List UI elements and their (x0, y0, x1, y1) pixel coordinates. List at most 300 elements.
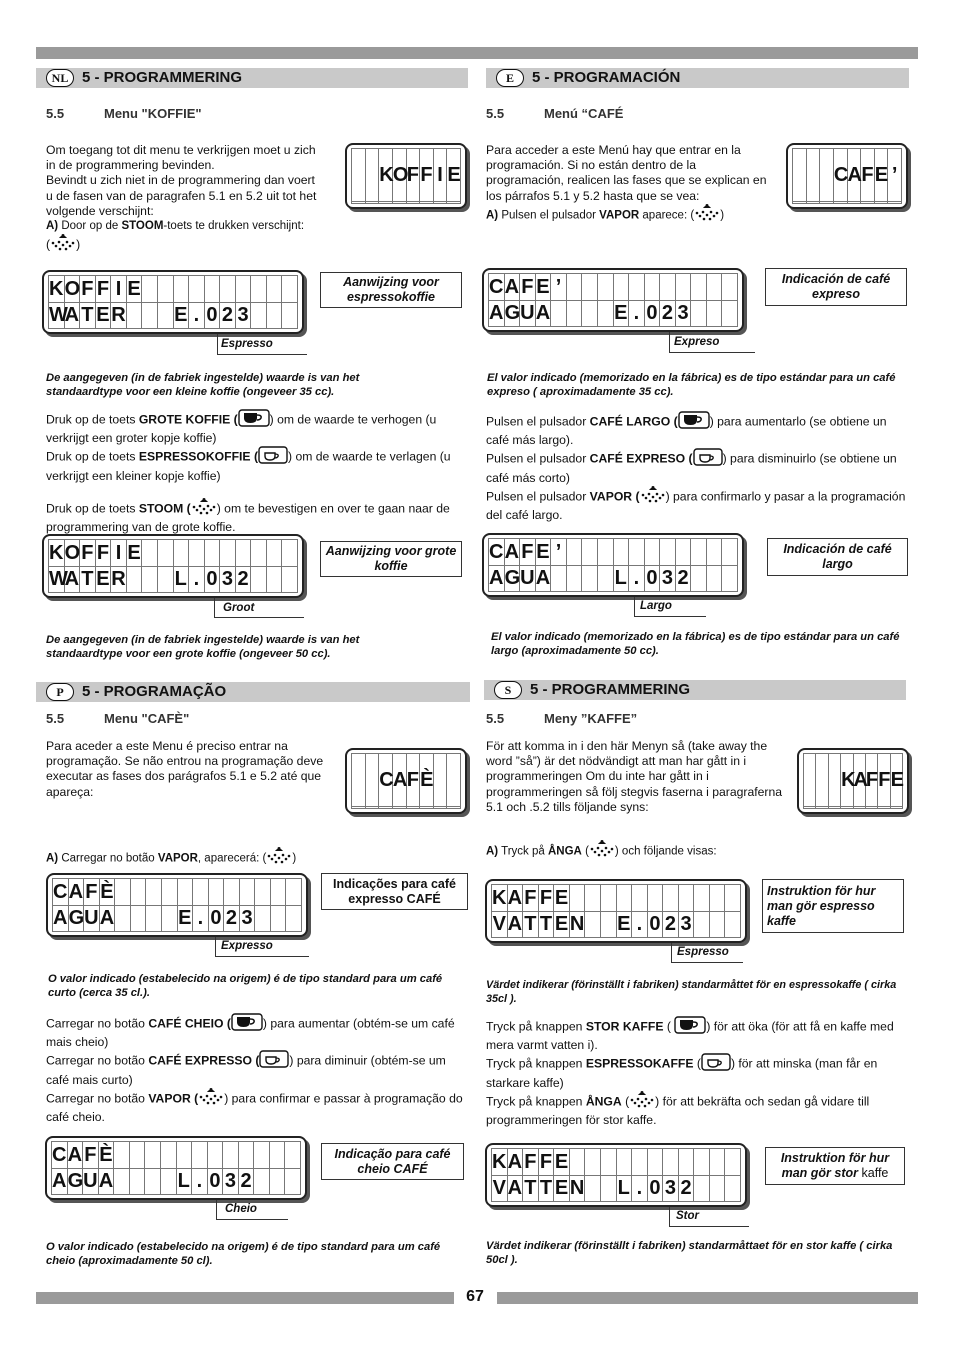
section-title-sv: 5 - PROGRAMMERING (530, 681, 691, 698)
lcd-espresso-sv (485, 879, 747, 943)
section-header-nl (36, 68, 468, 88)
lcd-cell (597, 565, 613, 592)
lcd-cell (853, 806, 865, 809)
label-stor-sv: Stor (676, 1210, 699, 1222)
lcd-cell: E (616, 911, 632, 938)
lcd-cell: L (173, 566, 189, 593)
lcd-cell (130, 905, 146, 932)
lcd-cell (629, 539, 645, 566)
lcd-cell (189, 276, 205, 303)
lcd-cell (270, 905, 286, 932)
lcd-cell: . (193, 905, 209, 932)
lcd-cell (678, 885, 694, 912)
lcd-cell: F (406, 149, 420, 202)
lcd-grote-koffie-nl (42, 534, 304, 598)
lcd-cheio-pt (45, 1136, 307, 1200)
note-espresso-sv: Värdet indikerar (förinställt i fabriken) standarmåttet för en espressokaffe ( cirka 35cl ). (486, 979, 897, 1005)
large-cup-icon (674, 1016, 706, 1038)
lcd-cell (142, 276, 158, 303)
lcd-cell (220, 540, 236, 567)
lcd-cell: E (874, 149, 888, 202)
lcd-cell (157, 566, 173, 593)
steam-icon (694, 204, 720, 227)
lcd-cell: È (420, 754, 434, 807)
lcd-cell: . (632, 911, 648, 938)
lcd-cell (447, 754, 461, 807)
lcd-cell: G (504, 300, 520, 327)
lcd-cell (551, 300, 567, 327)
lcd-cell (269, 1142, 285, 1169)
note-cheio-pt: O valor indicado (estabelecido na origem) é de tipo standard para um café cheio (aproximadamente 50 cl). (46, 1241, 441, 1267)
lcd-cell: W (49, 302, 65, 329)
lcd-cell (709, 911, 725, 938)
lcd-cell: G (67, 1168, 83, 1195)
lcd-cell: F (80, 540, 96, 567)
lcd-cell: 0 (647, 911, 663, 938)
lcd-cell: . (189, 302, 205, 329)
instructions-es: Pulsen el pulsador CAFÉ LARGO ( ) para aumentarlo (se obtiene un café más largo). Pulsen el pulsador CAFÉ EXPRESO ( ) para disminuirlo (se obtiene un café más corto) Pulsen el pulsador VAPOR ( ) para confirmarlo y pasar a la programación del café largo. (486, 411, 908, 523)
lcd-cell (828, 754, 840, 807)
lcd-cell: C (833, 149, 847, 202)
lcd-cell (709, 1149, 725, 1176)
lcd-cell: F (420, 149, 434, 202)
lcd-cell (691, 274, 707, 301)
lcd-cell: A (489, 300, 505, 327)
lcd-cell: K (379, 149, 393, 202)
small-cup-icon (701, 1053, 731, 1075)
language-tag-es: E (496, 69, 524, 87)
lcd-cell (663, 1149, 679, 1176)
lcd-cell: F (538, 885, 554, 912)
intro-text-pt: Para aceder a este Menu é preciso entrar na programação. Se não entrou na programação deve executar as fases dos parágrafos 5.1 e 5.2 até que apareça: (46, 739, 324, 799)
top-rule (36, 47, 918, 59)
step-a-sv: A) Tryck på ÅNGA ( ) och följande visas: (486, 840, 886, 863)
lcd-cell (129, 1142, 145, 1169)
lcd-cell (392, 806, 406, 809)
lcd-cell (722, 274, 738, 301)
lcd-cell: N (569, 1175, 585, 1202)
lcd-cell (223, 1142, 239, 1169)
lcd-cell (585, 885, 601, 912)
section-title-nl: 5 - PROGRAMMERING (82, 69, 243, 86)
lcd-cell: R (111, 302, 127, 329)
lcd-cell (865, 806, 877, 809)
lcd-cell (352, 806, 366, 809)
lcd-cell: 3 (678, 911, 694, 938)
lcd-cell: T (80, 566, 96, 593)
large-cup-icon (231, 1013, 263, 1035)
large-cup-icon (678, 411, 710, 433)
lcd-cell (694, 911, 710, 938)
lcd-cell: T (80, 302, 96, 329)
lcd-cell (255, 879, 271, 906)
lcd-cell: A (507, 911, 523, 938)
lcd-cell: A (504, 539, 520, 566)
small-cup-icon (693, 448, 723, 470)
lcd-cell (566, 565, 582, 592)
lcd-cell (629, 274, 645, 301)
lcd-cell: F (865, 754, 877, 807)
menu-heading-nl: 5.5 Menu "KOFFIE" (46, 106, 202, 121)
lcd-cell (420, 806, 434, 809)
lcd-largo-es (482, 533, 744, 597)
lcd-cell (678, 1149, 694, 1176)
lcd-cell (433, 806, 447, 809)
lcd-cell (694, 885, 710, 912)
lcd-menu-cafe-es (786, 143, 908, 209)
lcd-cell: L (176, 1168, 192, 1195)
lcd-cell (566, 274, 582, 301)
lcd-cell (161, 905, 177, 932)
lcd-cell (447, 201, 461, 204)
lcd-cell (251, 566, 267, 593)
lcd-cell (352, 149, 366, 202)
lcd-cell: F (523, 1149, 539, 1176)
lcd-cell (145, 1168, 161, 1195)
lcd-cell (566, 300, 582, 327)
lcd-cell (600, 885, 616, 912)
lcd-cell (251, 540, 267, 567)
lcd-cell: . (629, 565, 645, 592)
lcd-cell (793, 201, 807, 204)
lcd-cell (585, 1149, 601, 1176)
lcd-cell (691, 539, 707, 566)
lcd-cell: . (629, 300, 645, 327)
lcd-cell: 2 (238, 1168, 254, 1195)
lcd-cell (644, 539, 660, 566)
lcd-cell: 2 (675, 565, 691, 592)
lcd-cell (282, 566, 298, 593)
lcd-cell: C (379, 754, 393, 807)
lcd-cell: A (535, 300, 551, 327)
lcd-cell (282, 302, 298, 329)
lcd-cell (146, 905, 162, 932)
lcd-cell: R (111, 566, 127, 593)
lcd-cell: 2 (678, 1175, 694, 1202)
lcd-cell (647, 1149, 663, 1176)
lcd-cell: K (49, 540, 65, 567)
lcd-cell: U (520, 300, 536, 327)
lcd-cell (157, 302, 173, 329)
lcd-cell (192, 1142, 208, 1169)
lcd-cell: G (68, 905, 84, 932)
note-expresso-pt: O valor indicado (estabelecido na origem) é de tipo standard para um café curto (cerca 35 cl.). (48, 973, 443, 999)
lcd-cell: A (99, 905, 115, 932)
lcd-cell (793, 149, 807, 202)
lcd-expreso-es (482, 268, 744, 332)
lcd-cell: A (489, 565, 505, 592)
lcd-cell: A (64, 566, 80, 593)
lcd-cell: E (554, 1175, 570, 1202)
lcd-cell: 2 (220, 302, 236, 329)
lcd-cell (725, 1175, 741, 1202)
lcd-stor-sv (485, 1143, 747, 1207)
steam-icon (50, 234, 76, 256)
lcd-cell: L (616, 1175, 632, 1202)
lcd-cell (142, 540, 158, 567)
lcd-cell: O (392, 149, 406, 202)
callout-espresso-nl: Aanwijzing voor espressokoffie (320, 272, 462, 308)
steam-icon (198, 1088, 224, 1110)
steam-icon (629, 1091, 655, 1113)
menu-heading-pt: 5.5 Menu "CAFÈ" (46, 711, 190, 726)
lcd-cell (632, 885, 648, 912)
lcd-cell (613, 274, 629, 301)
label-largo-es: Largo (640, 600, 672, 612)
lcd-cell (706, 565, 722, 592)
lcd-cell (392, 201, 406, 204)
lcd-cell (161, 879, 177, 906)
lcd-cell: È (98, 1142, 114, 1169)
lcd-cell (706, 274, 722, 301)
intro-text-nl: Om toegang tot dit menu te verkrijgen moet u zich in de programmering bevinden. Bevindt u zich niet in de programmering dan voert u de fasen van de paragrafen 5.1 en 5.2 uit tot het volgende verschijnt: A) Door op de STOOM-toets te drukken verschijnt: ( ) (46, 143, 331, 256)
note-groot-nl: De aangegeven (in de fabriek ingestelde) waarde is van het standaardtype voor een grote koffie (ongeveer 50 cc). (46, 634, 360, 660)
note-espresso-nl: De aangegeven (in de fabriek ingestelde) waarde is van het standaardtype voor een kleine koffie (ongeveer 35 cc). (46, 372, 360, 398)
lcd-cell (597, 300, 613, 327)
lcd-cell (266, 566, 282, 593)
lcd-cell (235, 540, 251, 567)
lcd-cell (722, 565, 738, 592)
lcd-cell: T (538, 911, 554, 938)
lcd-cell (282, 540, 298, 567)
lcd-cell: O (64, 540, 80, 567)
section-title-es: 5 - PROGRAMACIÓN (532, 69, 681, 86)
lcd-cell (173, 540, 189, 567)
lcd-cell: C (53, 879, 69, 906)
language-tag-nl: NL (46, 69, 74, 87)
lcd-cell (569, 885, 585, 912)
lcd-cell (647, 885, 663, 912)
steam-icon (266, 847, 292, 870)
lcd-cell (675, 539, 691, 566)
lcd-cell: I (433, 149, 447, 202)
lcd-cell: A (68, 879, 84, 906)
lcd-cell (816, 754, 828, 807)
lcd-cell (176, 1142, 192, 1169)
lcd-cell: 3 (223, 1168, 239, 1195)
lcd-cell (145, 1142, 161, 1169)
lcd-cell: V (492, 911, 508, 938)
lcd-cell (806, 201, 820, 204)
lcd-cell (126, 302, 142, 329)
lcd-cell (632, 1149, 648, 1176)
callout-cheio-pt: Indicação para café cheio CAFÉ (321, 1143, 464, 1180)
lcd-cell (160, 1168, 176, 1195)
lcd-cell (130, 879, 146, 906)
lcd-cell (804, 754, 816, 807)
note-expreso-es: El valor indicado (memorizado en la fábrica) es de tipo estándar para un café expreso ( aproximadamente 35 cc). (487, 372, 896, 398)
lcd-cell: W (49, 566, 65, 593)
bottom-rule-left (36, 1292, 454, 1304)
lcd-cell: A (507, 1175, 523, 1202)
lcd-cell (806, 149, 820, 202)
lcd-cell (433, 754, 447, 807)
callout-espresso-sv: Instruktion för hur man gör espresso kaffe (762, 879, 904, 933)
language-tag-pt: P (46, 683, 74, 701)
lcd-cell: G (504, 565, 520, 592)
lcd-cell (239, 879, 255, 906)
lcd-cell (286, 879, 302, 906)
lcd-cell (254, 1168, 270, 1195)
lcd-cell: V (492, 1175, 508, 1202)
page-number: 67 (466, 1288, 484, 1305)
lcd-cell (694, 1175, 710, 1202)
lcd-cell: A (847, 149, 861, 202)
lcd-cell (725, 911, 741, 938)
lcd-cell (365, 806, 379, 809)
callout-stor-sv: Instruktion för hur man gör stor kaffe (765, 1147, 905, 1185)
lcd-cell: F (84, 879, 100, 906)
lcd-cell: A (535, 565, 551, 592)
lcd-cell: E (126, 276, 142, 303)
lcd-cell (722, 539, 738, 566)
lcd-cell: E (535, 539, 551, 566)
lcd-cell: 3 (220, 566, 236, 593)
lcd-cell (644, 274, 660, 301)
lcd-cell: 3 (675, 300, 691, 327)
lcd-cell: I (111, 276, 127, 303)
lcd-cell (365, 201, 379, 204)
lcd-cell: C (52, 1142, 68, 1169)
lcd-cell: A (853, 754, 865, 807)
lcd-cell (725, 885, 741, 912)
lcd-cell (660, 539, 676, 566)
lcd-cell (254, 1142, 270, 1169)
lcd-cell: E (554, 885, 570, 912)
intro-text-sv: För att komma in i den här Menyn så (take away the word ”så”) är det nödvändigt att man har gått in i programmeringen Om du inte har gått in i programmeringen så följ stegvis faserna i paragraferna 5.1 och .5.2 tills följande syns: (486, 739, 783, 814)
lcd-cell: F (861, 149, 875, 202)
menu-heading-sv: 5.5 Meny ”KAFFE” (486, 711, 638, 726)
lcd-cell (142, 302, 158, 329)
lcd-cell: 2 (660, 300, 676, 327)
lcd-cell (266, 540, 282, 567)
lcd-cell (352, 754, 366, 807)
lcd-cell (266, 302, 282, 329)
lcd-cell (888, 201, 902, 204)
lcd-cell (286, 905, 302, 932)
step-a-pt: A) Carregar no botão VAPOR, aparecerá: ( ) (46, 847, 446, 870)
lcd-cell: 3 (663, 1175, 679, 1202)
lcd-cell: E (613, 300, 629, 327)
lcd-cell (177, 879, 193, 906)
lcd-cell (597, 539, 613, 566)
lcd-cell: E (126, 540, 142, 567)
lcd-cell (722, 300, 738, 327)
lcd-cell (282, 276, 298, 303)
lcd-cell (804, 806, 816, 809)
lcd-cell: T (523, 911, 539, 938)
lcd-cell (251, 302, 267, 329)
lcd-cell: A (53, 905, 69, 932)
lcd-cell (694, 1149, 710, 1176)
lcd-cell (173, 276, 189, 303)
instructions-sv: Tryck på knappen STOR KAFFE ( ) för att öka (för att få en kaffe med mera varmt vatten i). Tryck på knappen ESPRESSOKAFFE ( ) för att minska (man får en starkare kaffe) Tryck på knappen ÅNGA ( ) för att bekräfta och sedan gå vidare till programmeringen för stor kaffe. (486, 1016, 910, 1128)
lcd-espresso-nl (42, 270, 304, 334)
lcd-cell (582, 565, 598, 592)
lcd-cell (146, 879, 162, 906)
lcd-cell: F (80, 276, 96, 303)
lcd-cell: 2 (235, 566, 251, 593)
lcd-cell (691, 565, 707, 592)
lcd-cell: . (632, 1175, 648, 1202)
lcd-cell: C (489, 539, 505, 566)
label-espresso-nl: Espresso (221, 338, 273, 350)
lcd-cell (208, 879, 224, 906)
lcd-cell: ’ (888, 149, 902, 202)
lcd-cell: ’ (551, 539, 567, 566)
intro-text-es: Para acceder a este Menú hay que entrar en la programación. Si no están dentro de la programación, realicen las fases que se explican en los párrafos 5.1 y 5.2 hasta que se vea: A) Pulsen el pulsador VAPOR aparece: ( ) (486, 143, 776, 227)
lcd-cell (269, 1168, 285, 1195)
lcd-cell: E (890, 754, 902, 807)
lcd-cell: 2 (663, 911, 679, 938)
section-header-pt (36, 682, 470, 702)
lcd-cell (725, 1149, 741, 1176)
lcd-cell (691, 300, 707, 327)
lcd-cell: 0 (204, 566, 220, 593)
lcd-cell (220, 276, 236, 303)
lcd-cell (352, 201, 366, 204)
lcd-cell: E (173, 302, 189, 329)
callout-grote-nl: Aanwijzing voor grote koffie (320, 541, 462, 577)
lcd-cell: N (569, 911, 585, 938)
lcd-cell (613, 539, 629, 566)
lcd-cell (224, 879, 240, 906)
lcd-cell (833, 201, 847, 204)
lcd-cell: K (492, 885, 508, 912)
lcd-cell: E (177, 905, 193, 932)
lcd-cell (820, 201, 834, 204)
lcd-cell (706, 539, 722, 566)
lcd-cell: I (111, 540, 127, 567)
lcd-cell (142, 566, 158, 593)
lcd-cell (406, 806, 420, 809)
lcd-cell (189, 540, 205, 567)
lcd-cell (569, 1149, 585, 1176)
lcd-cell: A (98, 1168, 114, 1195)
lcd-cell: C (489, 274, 505, 301)
lcd-cell (160, 1142, 176, 1169)
lcd-cell: 2 (224, 905, 240, 932)
lcd-cell (406, 201, 420, 204)
lcd-cell (157, 276, 173, 303)
lcd-cell (616, 885, 632, 912)
steam-icon (640, 486, 666, 508)
label-cheio-pt: Cheio (225, 1203, 257, 1215)
lcd-cell (114, 1142, 130, 1169)
lcd-menu-kaffe-sv (797, 748, 909, 814)
lcd-cell (890, 806, 902, 809)
lcd-cell: A (507, 1149, 523, 1176)
lcd-cell (582, 274, 598, 301)
lcd-cell: 0 (647, 1175, 663, 1202)
lcd-menu-cafe-pt (345, 748, 467, 814)
lcd-cell (285, 1168, 301, 1195)
lcd-cell: E (447, 149, 461, 202)
lcd-cell (706, 300, 722, 327)
lcd-cell: . (192, 1168, 208, 1195)
lcd-cell (660, 274, 676, 301)
lcd-cell (551, 565, 567, 592)
lcd-cell (365, 149, 379, 202)
lcd-cell: A (64, 302, 80, 329)
lcd-cell: L (613, 565, 629, 592)
menu-heading-es: 5.5 Menú “CAFÉ (486, 106, 624, 121)
lcd-cell: F (523, 885, 539, 912)
lcd-cell: E (95, 566, 111, 593)
callout-expreso-es: Indicación de café expreso (765, 268, 907, 306)
lcd-cell (709, 1175, 725, 1202)
lcd-cell (379, 201, 393, 204)
